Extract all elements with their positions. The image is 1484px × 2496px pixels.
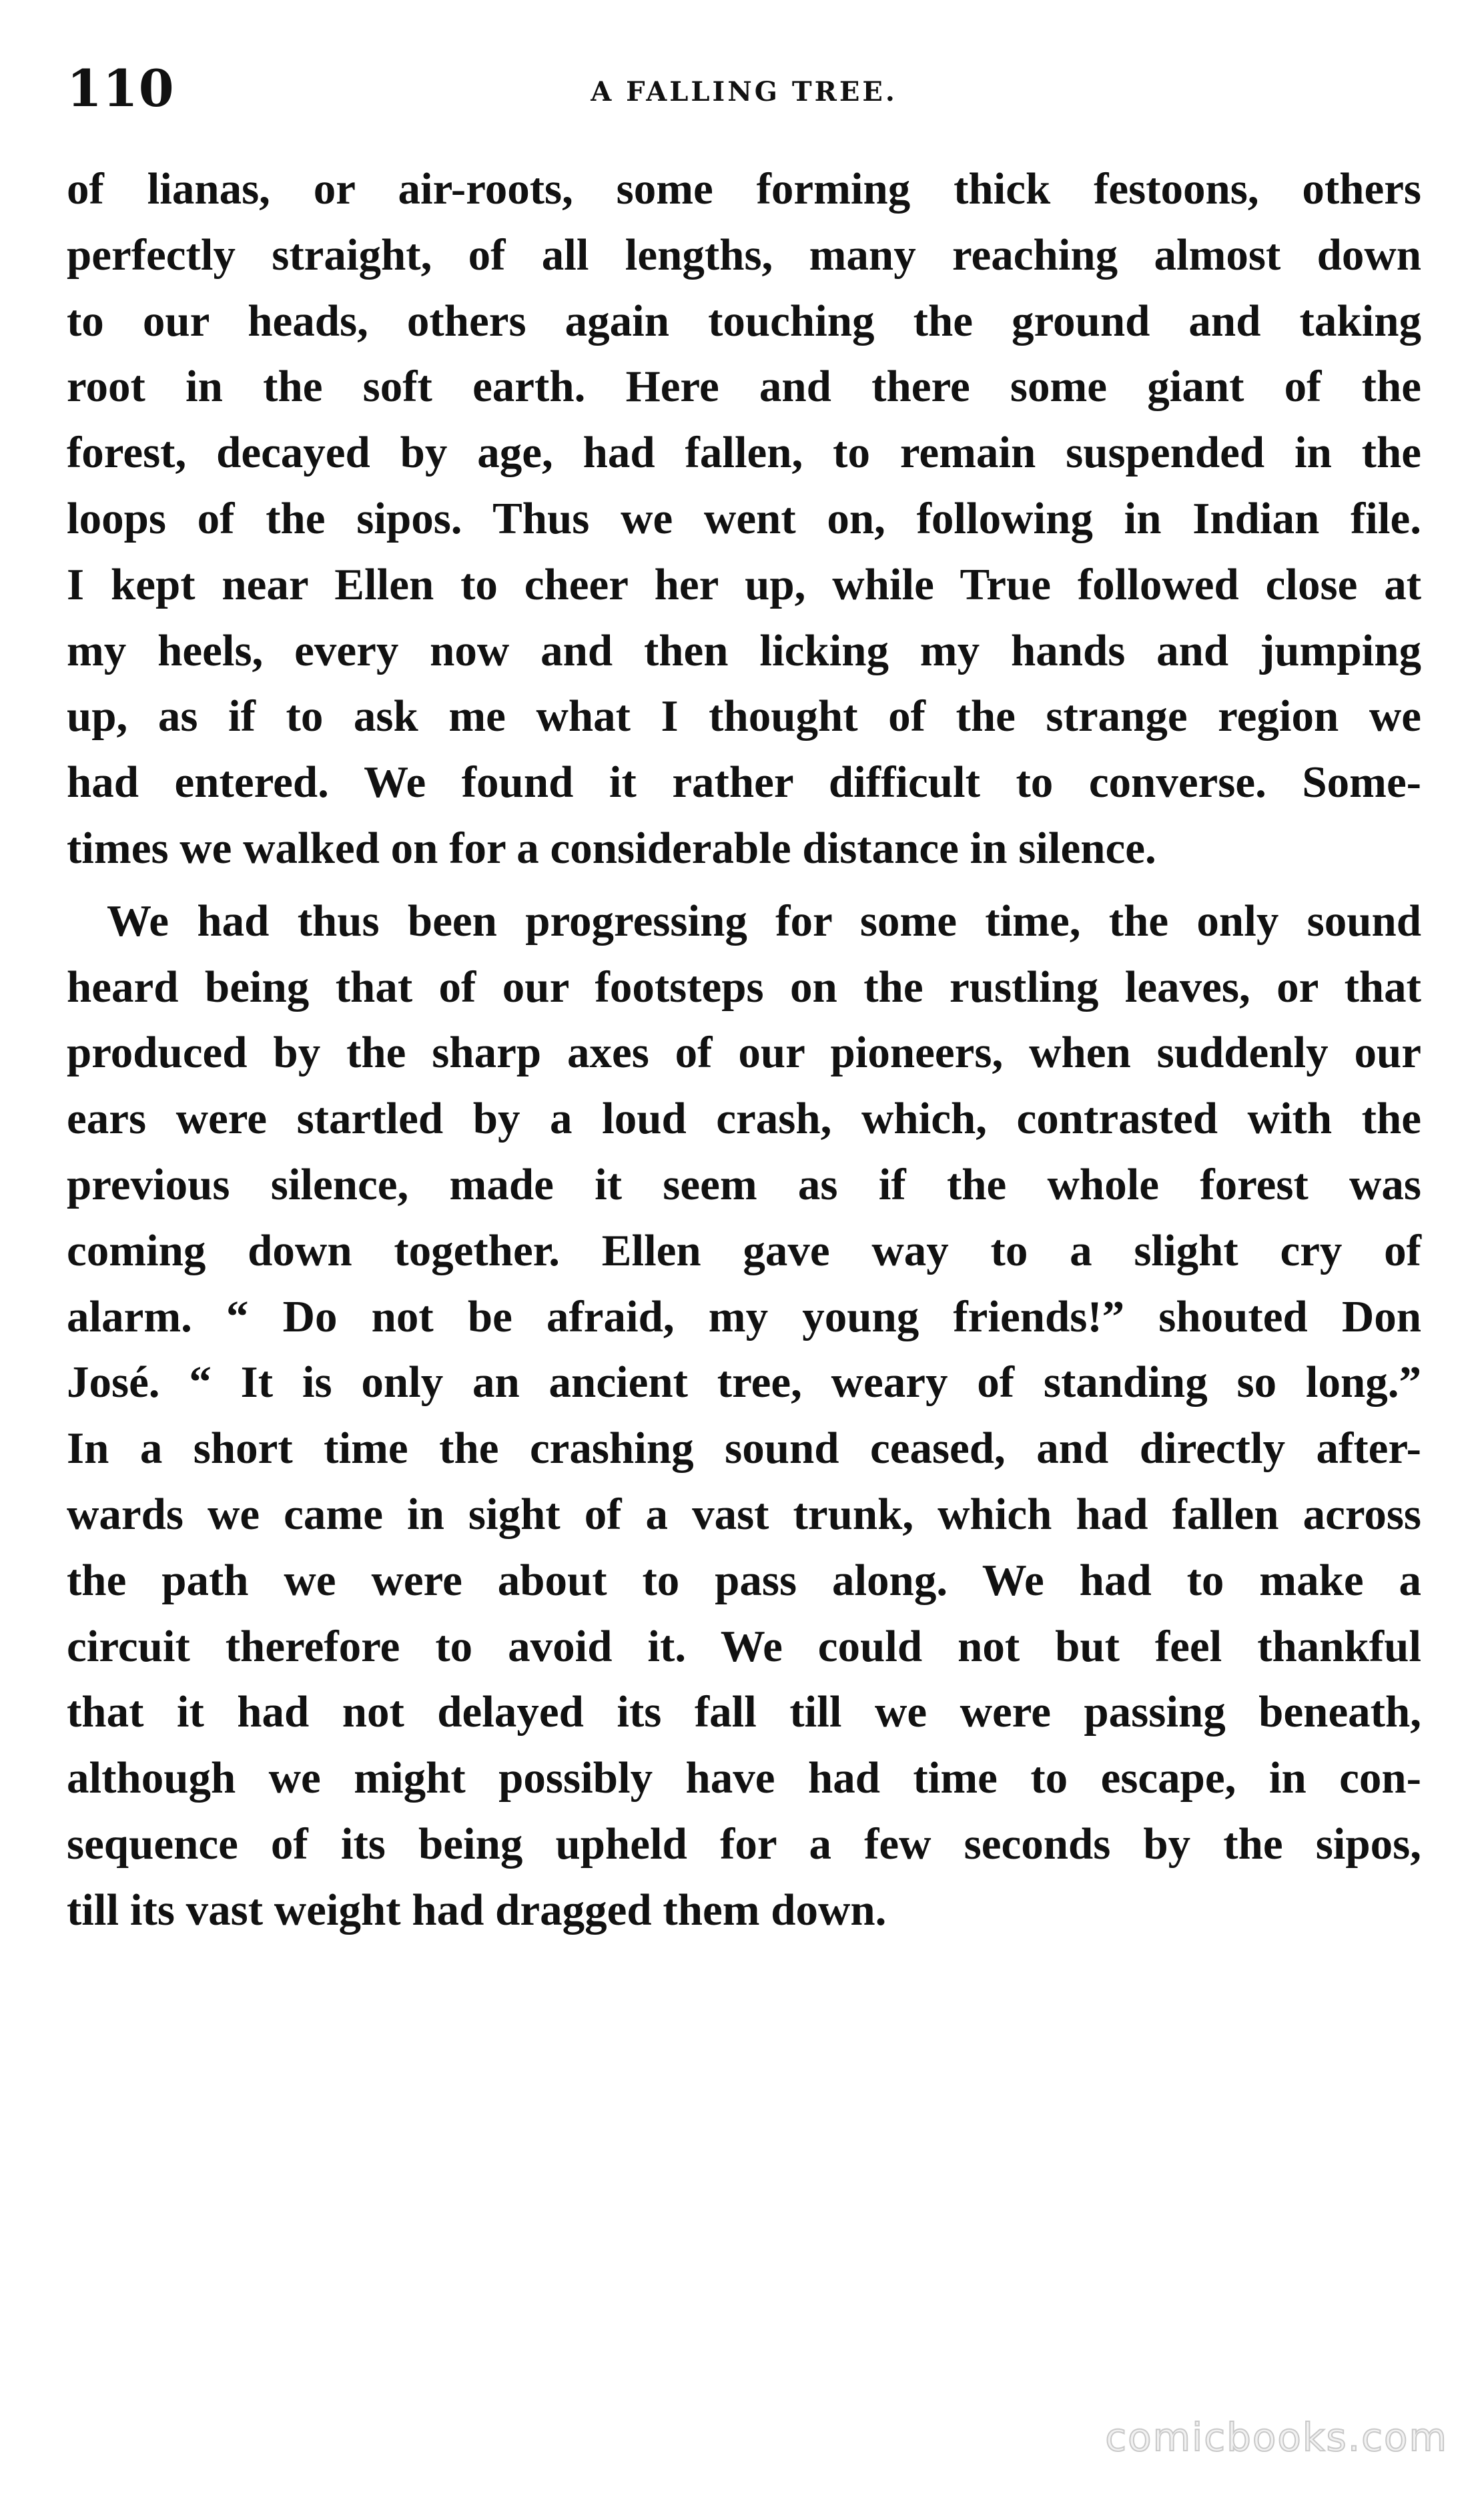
text-line: I kept near Ellen to cheer her up, while True followed close at: [67, 559, 1421, 609]
text-line: heard being that of our footsteps on the rustling leaves, or that: [67, 962, 1421, 1012]
body-text: [67, 156, 1421, 1943]
text-line: that it had not delayed its fall till we were passing beneath,: [67, 1687, 1421, 1737]
text-line: had entered. We found it rather difficult to converse. Some-: [67, 757, 1421, 808]
text-line: José. “ It is only an ancient tree, weary of standing so long.”: [67, 1357, 1421, 1408]
text-line: circuit therefore to avoid it. We could not but feel thankful: [67, 1621, 1421, 1671]
text-line: ears were startled by a loud crash, which, contrasted with the: [67, 1094, 1421, 1144]
text-line: of lianas, or air-roots, some forming thick festoons, others: [67, 164, 1421, 214]
text-line: In a short time the crashing sound ceased, and directly after-: [67, 1424, 1421, 1474]
paragraph: [67, 156, 1421, 882]
text-line: root in the soft earth. Here and there some giant of the: [67, 362, 1421, 412]
text-line: previous silence, made it seem as if the whole forest was: [67, 1159, 1421, 1209]
text-line: although we might possibly have had time to escape, in con-: [67, 1753, 1421, 1803]
text-line: sequence of its being upheld for a few seconds by the sipos,: [67, 1819, 1421, 1869]
text-line: alarm. “ Do not be afraid, my young friends!” shouted Don: [67, 1291, 1421, 1341]
running-head: [67, 52, 1421, 125]
text-line: to our heads, others again touching the ground and taking: [67, 296, 1421, 346]
text-line: up, as if to ask me what I thought of the strange region we: [67, 691, 1421, 741]
text-line: my heels, every now and then licking my hands and jumping: [67, 625, 1421, 675]
page-number: 110: [67, 59, 175, 118]
text-line: produced by the sharp axes of our pioneers, when suddenly our: [67, 1028, 1421, 1078]
text-line: till its vast weight had dragged them down.: [67, 1885, 887, 1935]
paragraph: [67, 888, 1421, 1943]
text-line: perfectly straight, of all lengths, many reaching almost down: [67, 230, 1421, 280]
paragraph-break: [67, 882, 1421, 888]
text-line: times we walked on for a considerable distance in silence.: [67, 823, 1156, 873]
watermark: comicbooks.com: [1105, 2415, 1448, 2460]
text-line: loops of the sipos. Thus we went on, following in Indian file.: [67, 493, 1421, 543]
running-title: A FALLING TREE.: [591, 76, 897, 107]
text-line: coming down together. Ellen gave way to a slight cry of: [67, 1225, 1421, 1275]
text-line: forest, decayed by age, had fallen, to remain suspended in the: [67, 428, 1421, 478]
text-line: wards we came in sight of a vast trunk, which had fallen across: [67, 1489, 1421, 1539]
text-line: the path we were about to pass along. We had to make a: [67, 1555, 1421, 1605]
text-line: We had thus been progressing for some time, the only sound: [107, 896, 1421, 946]
